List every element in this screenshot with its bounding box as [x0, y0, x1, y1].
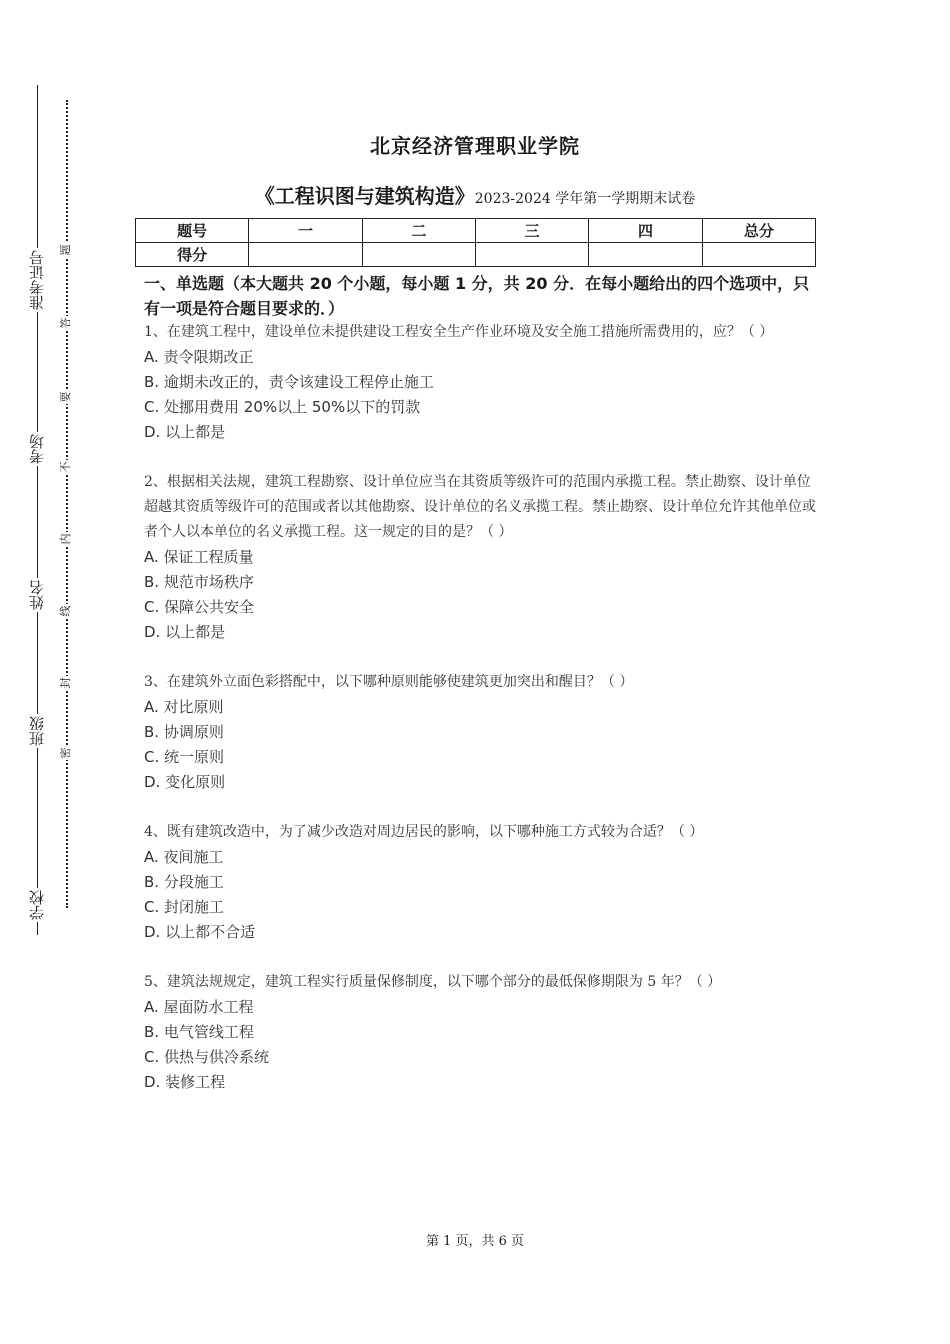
- question-stem: 5、建筑法规规定，建筑工程实行质量保修制度，以下哪个部分的最低保修期限为 5 年？（ ）: [144, 974, 722, 990]
- score-cell: [362, 243, 475, 267]
- question-item: [144, 820, 816, 945]
- question-stem: 1、在建筑工程中，建设单位未提供建设工程安全生产作业环境及安全施工措施所需费用的，应？（ ）: [144, 324, 774, 340]
- answer-option: A. 夜间施工: [144, 848, 224, 866]
- score-header-cell: 一: [249, 219, 362, 243]
- question-list: [144, 320, 816, 1120]
- exam-title: [0, 180, 950, 209]
- score-header-cell: 题号: [136, 219, 249, 243]
- answer-option: C. 供热与供冷系统: [144, 1048, 270, 1066]
- answer-option: C. 保障公共安全: [144, 598, 255, 616]
- school-title: 北京经济管理职业学院: [370, 134, 580, 158]
- answer-option: D. 以上都是: [144, 423, 226, 441]
- score-header-cell: 三: [475, 219, 588, 243]
- question-stem: 3、在建筑外立面色彩搭配中，以下哪种原则能够使建筑更加突出和醒目？（ ）: [144, 674, 634, 690]
- course-title: 《工程识图与建筑构造》: [254, 184, 475, 208]
- seal-char: 密: [59, 747, 72, 759]
- answer-option: B. 电气管线工程: [144, 1023, 254, 1041]
- binding-field-exam-number: 准考证号: [22, 248, 52, 312]
- score-cell: [475, 243, 588, 267]
- answer-option: A. 责令限期改正: [144, 348, 254, 366]
- answer-option: A. 保证工程质量: [144, 548, 254, 566]
- question-item: [144, 320, 816, 445]
- score-header-cell: 总分: [702, 219, 815, 243]
- binding-field-class: 班级: [22, 714, 52, 748]
- term-title: 2023-2024 学年第一学期期末试卷: [474, 191, 696, 207]
- seal-char: 题: [59, 244, 72, 256]
- answer-option: C. 处挪用费用 20%以上 50%以下的罚款: [144, 398, 421, 416]
- question-stem: 4、既有建筑改造中，为了减少改造对周边居民的影响，以下哪种施工方式较为合适？（ ）: [144, 824, 704, 840]
- seal-char: 要: [59, 391, 72, 403]
- answer-option: A. 对比原则: [144, 698, 224, 716]
- binding-solid-line: [37, 85, 38, 935]
- score-table-header-row: [136, 219, 816, 243]
- binding-field-exam-room: 考场: [22, 432, 52, 466]
- question-stem: 2、根据相关法规，建筑工程勘察、设计单位应当在其资质等级许可的范围内承揽工程。禁止勘察、设计单位超越其资质等级许可的范围或者以其他勘察、设计单位的名义承揽工程。禁止勘察、设计单位允许其他单位或者个人以本单位的名义承揽工程。这一规定的目的是？（ ）: [144, 474, 816, 540]
- question-item: [144, 970, 816, 1095]
- binding-dotted-line: [66, 100, 68, 908]
- answer-option: D. 以上都是: [144, 623, 226, 641]
- answer-option: B. 分段施工: [144, 873, 224, 891]
- seal-char: 不: [59, 461, 72, 473]
- answer-option: D. 装修工程: [144, 1073, 226, 1091]
- binding-field-name: 姓名: [22, 578, 52, 612]
- score-cell: [702, 243, 815, 267]
- question-item: [144, 670, 816, 795]
- seal-char: 内: [59, 533, 72, 545]
- answer-option: A. 屋面防水工程: [144, 998, 254, 1016]
- section-heading: 一、单选题（本大题共 20 个小题，每小题 1 分，共 20 分．在每小题给出的四个选项中，只有一项是符合题目要求的．）: [144, 274, 810, 318]
- question-item: [144, 470, 816, 645]
- answer-option: D. 变化原则: [144, 773, 226, 791]
- answer-option: C. 封闭施工: [144, 898, 225, 916]
- score-table-score-row: [136, 243, 816, 267]
- page-footer: 第 1 页，共 6 页: [425, 1234, 525, 1249]
- score-header-cell: 四: [589, 219, 702, 243]
- score-cell: [589, 243, 702, 267]
- seal-char: 答: [59, 317, 72, 329]
- score-table: [135, 218, 816, 267]
- score-row-label: 得分: [136, 243, 249, 267]
- binding-field-school: 学校: [22, 888, 52, 922]
- answer-option: B. 逾期未改正的，责令该建设工程停止施工: [144, 373, 434, 391]
- answer-option: C. 统一原则: [144, 748, 225, 766]
- seal-char: 线: [59, 605, 72, 617]
- answer-option: D. 以上都不合适: [144, 923, 256, 941]
- score-header-cell: 二: [362, 219, 475, 243]
- answer-option: B. 规范市场秩序: [144, 573, 254, 591]
- seal-char: 封: [59, 677, 72, 689]
- score-cell: [249, 243, 362, 267]
- answer-option: B. 协调原则: [144, 723, 224, 741]
